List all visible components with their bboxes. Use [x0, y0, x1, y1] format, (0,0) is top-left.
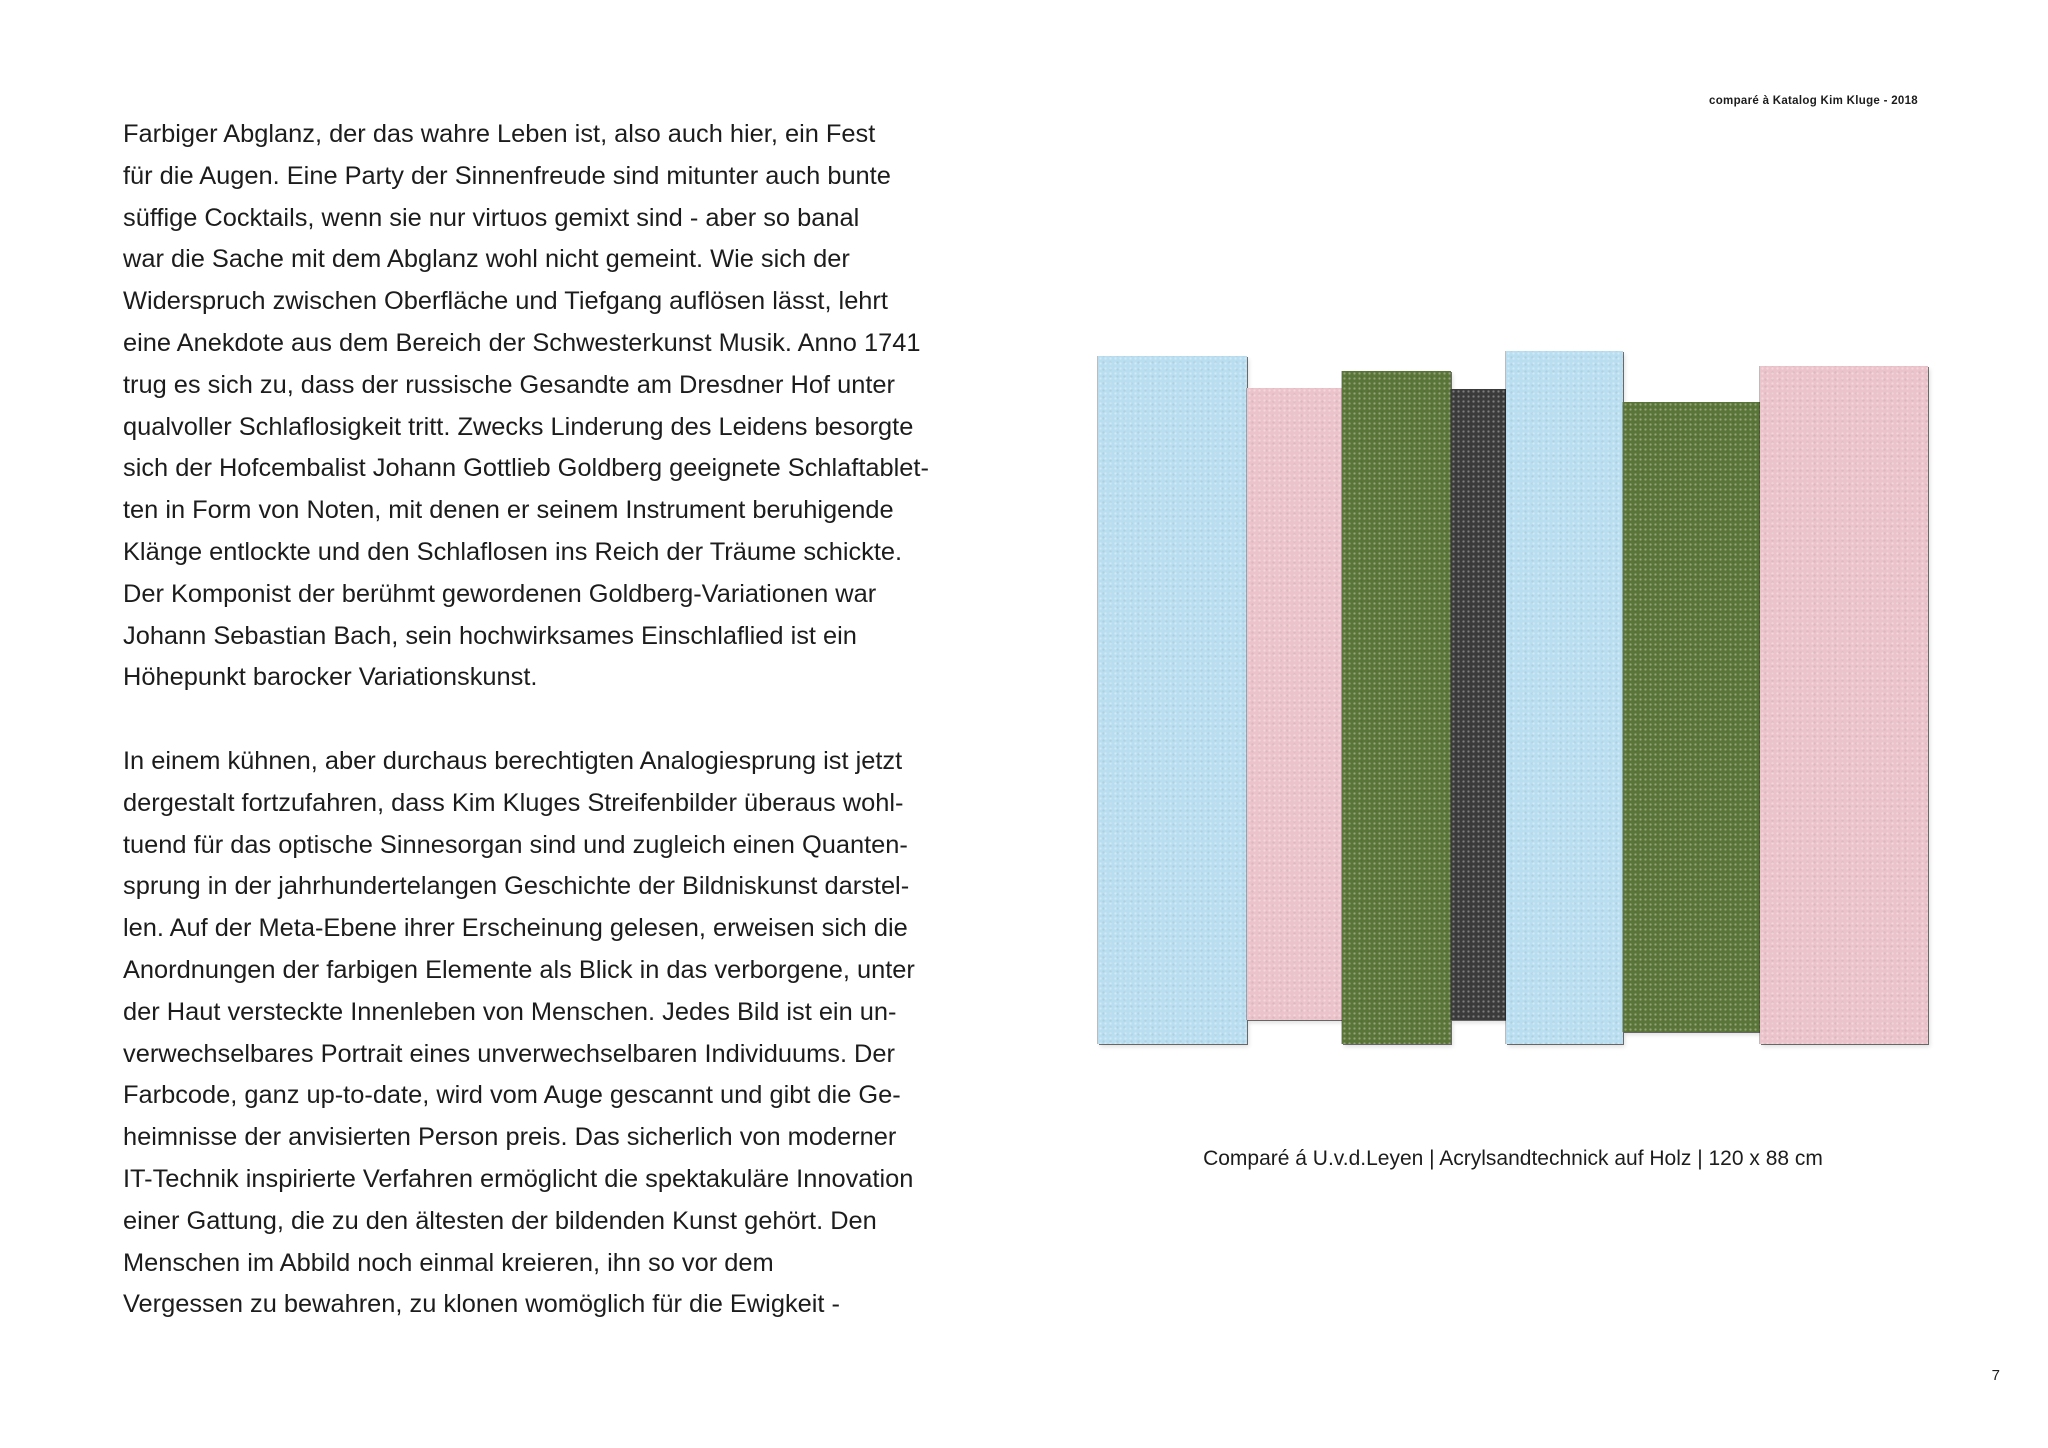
text-line: ten in Form von Noten, mit denen er seinem Instrument beruhigende	[123, 496, 894, 525]
stripe-dark-gray	[1451, 389, 1506, 1020]
text-line: eine Anekdote aus dem Bereich der Schwesterkunst Musik. Anno 1741	[123, 328, 921, 357]
text-line: tuend für das optische Sinnesorgan sind und zugleich einen Quanten-	[123, 830, 908, 859]
paragraph-1	[123, 114, 1003, 699]
paragraph-2	[123, 741, 1003, 1326]
text-line: trug es sich zu, dass der russische Gesandte am Dresdner Hof unter	[123, 370, 895, 399]
text-line: In einem kühnen, aber durchaus berechtigten Analogiesprung ist jetzt	[123, 746, 903, 775]
stripe-light-blue	[1098, 356, 1247, 1044]
stripe-olive-green	[1342, 371, 1451, 1044]
text-line: Anordnungen der farbigen Elemente als Blick in das verborgene, unter	[123, 955, 915, 984]
text-line: heimnisse der anvisierten Person preis. Das sicherlich von moderner	[123, 1123, 897, 1152]
artwork-caption: Comparé á U.v.d.Leyen | Acrylsandtechnick auf Holz | 120 x 88 cm	[1203, 1147, 1823, 1170]
text-line: der Haut versteckte Innenleben von Menschen. Jedes Bild ist ein un-	[123, 997, 897, 1026]
text-line: Farbcode, ganz up-to-date, wird vom Auge gescannt und gibt die Ge-	[123, 1081, 901, 1110]
text-line: einer Gattung, die zu den ältesten der bildenden Kunst gehört. Den	[123, 1206, 877, 1235]
stripe-light-blue	[1506, 351, 1623, 1044]
text-line: für die Augen. Eine Party der Sinnenfreude sind mitunter auch bunte	[123, 161, 891, 190]
text-line: Johann Sebastian Bach, sein hochwirksames Einschlaflied ist ein	[123, 621, 857, 650]
text-line: sich der Hofcembalist Johann Gottlieb Goldberg geeignete Schlaftablet-	[123, 454, 929, 483]
text-line: sprung in der jahrhundertelangen Geschichte der Bildniskunst darstel-	[123, 872, 910, 901]
text-line: Farbiger Abglanz, der das wahre Leben ist, also auch hier, ein Fest	[123, 120, 876, 148]
text-line: IT-Technik inspirierte Verfahren ermöglicht die spektakuläre Innovation	[123, 1164, 914, 1193]
paragraph-spacer	[123, 699, 1003, 741]
body-text	[123, 114, 1003, 1326]
page-number: 7	[1991, 1367, 2000, 1384]
stripe-pink	[1247, 388, 1342, 1020]
text-line: Höhepunkt barocker Variationskunst.	[123, 663, 538, 692]
text-line: Klänge entlockte und den Schlaflosen ins Reich der Träume schickte.	[123, 537, 903, 566]
text-line: dergestalt fortzufahren, dass Kim Kluges Streifenbilder überaus wohl-	[123, 788, 904, 817]
stripe-pink	[1760, 366, 1928, 1044]
text-line: süffige Cocktails, wenn sie nur virtuos gemixt sind - aber so banal	[123, 203, 860, 232]
running-head: comparé à Katalog Kim Kluge - 2018	[1709, 95, 1918, 107]
text-line: war die Sache mit dem Abglanz wohl nicht gemeint. Wie sich der	[123, 245, 850, 274]
text-line: Menschen im Abbild noch einmal kreieren, ihn so vor dem	[123, 1248, 774, 1277]
artwork-stripe-painting	[1098, 344, 1928, 1044]
text-line: Der Komponist der berühmt gewordenen Goldberg-Variationen war	[123, 579, 877, 608]
text-line: Widerspruch zwischen Oberfläche und Tiefgang auflösen lässt, lehrt	[123, 287, 888, 316]
text-line: len. Auf der Meta-Ebene ihrer Erscheinung gelesen, erweisen sich die	[123, 914, 908, 943]
stripe-olive-green	[1623, 402, 1760, 1032]
text-line: qualvoller Schlaflosigkeit tritt. Zwecks Linderung des Leidens besorgte	[123, 412, 914, 441]
text-line: verwechselbares Portrait eines unverwechselbaren Individuums. Der	[123, 1039, 895, 1068]
text-line: Vergessen zu bewahren, zu klonen womöglich für die Ewigkeit -	[123, 1290, 840, 1319]
